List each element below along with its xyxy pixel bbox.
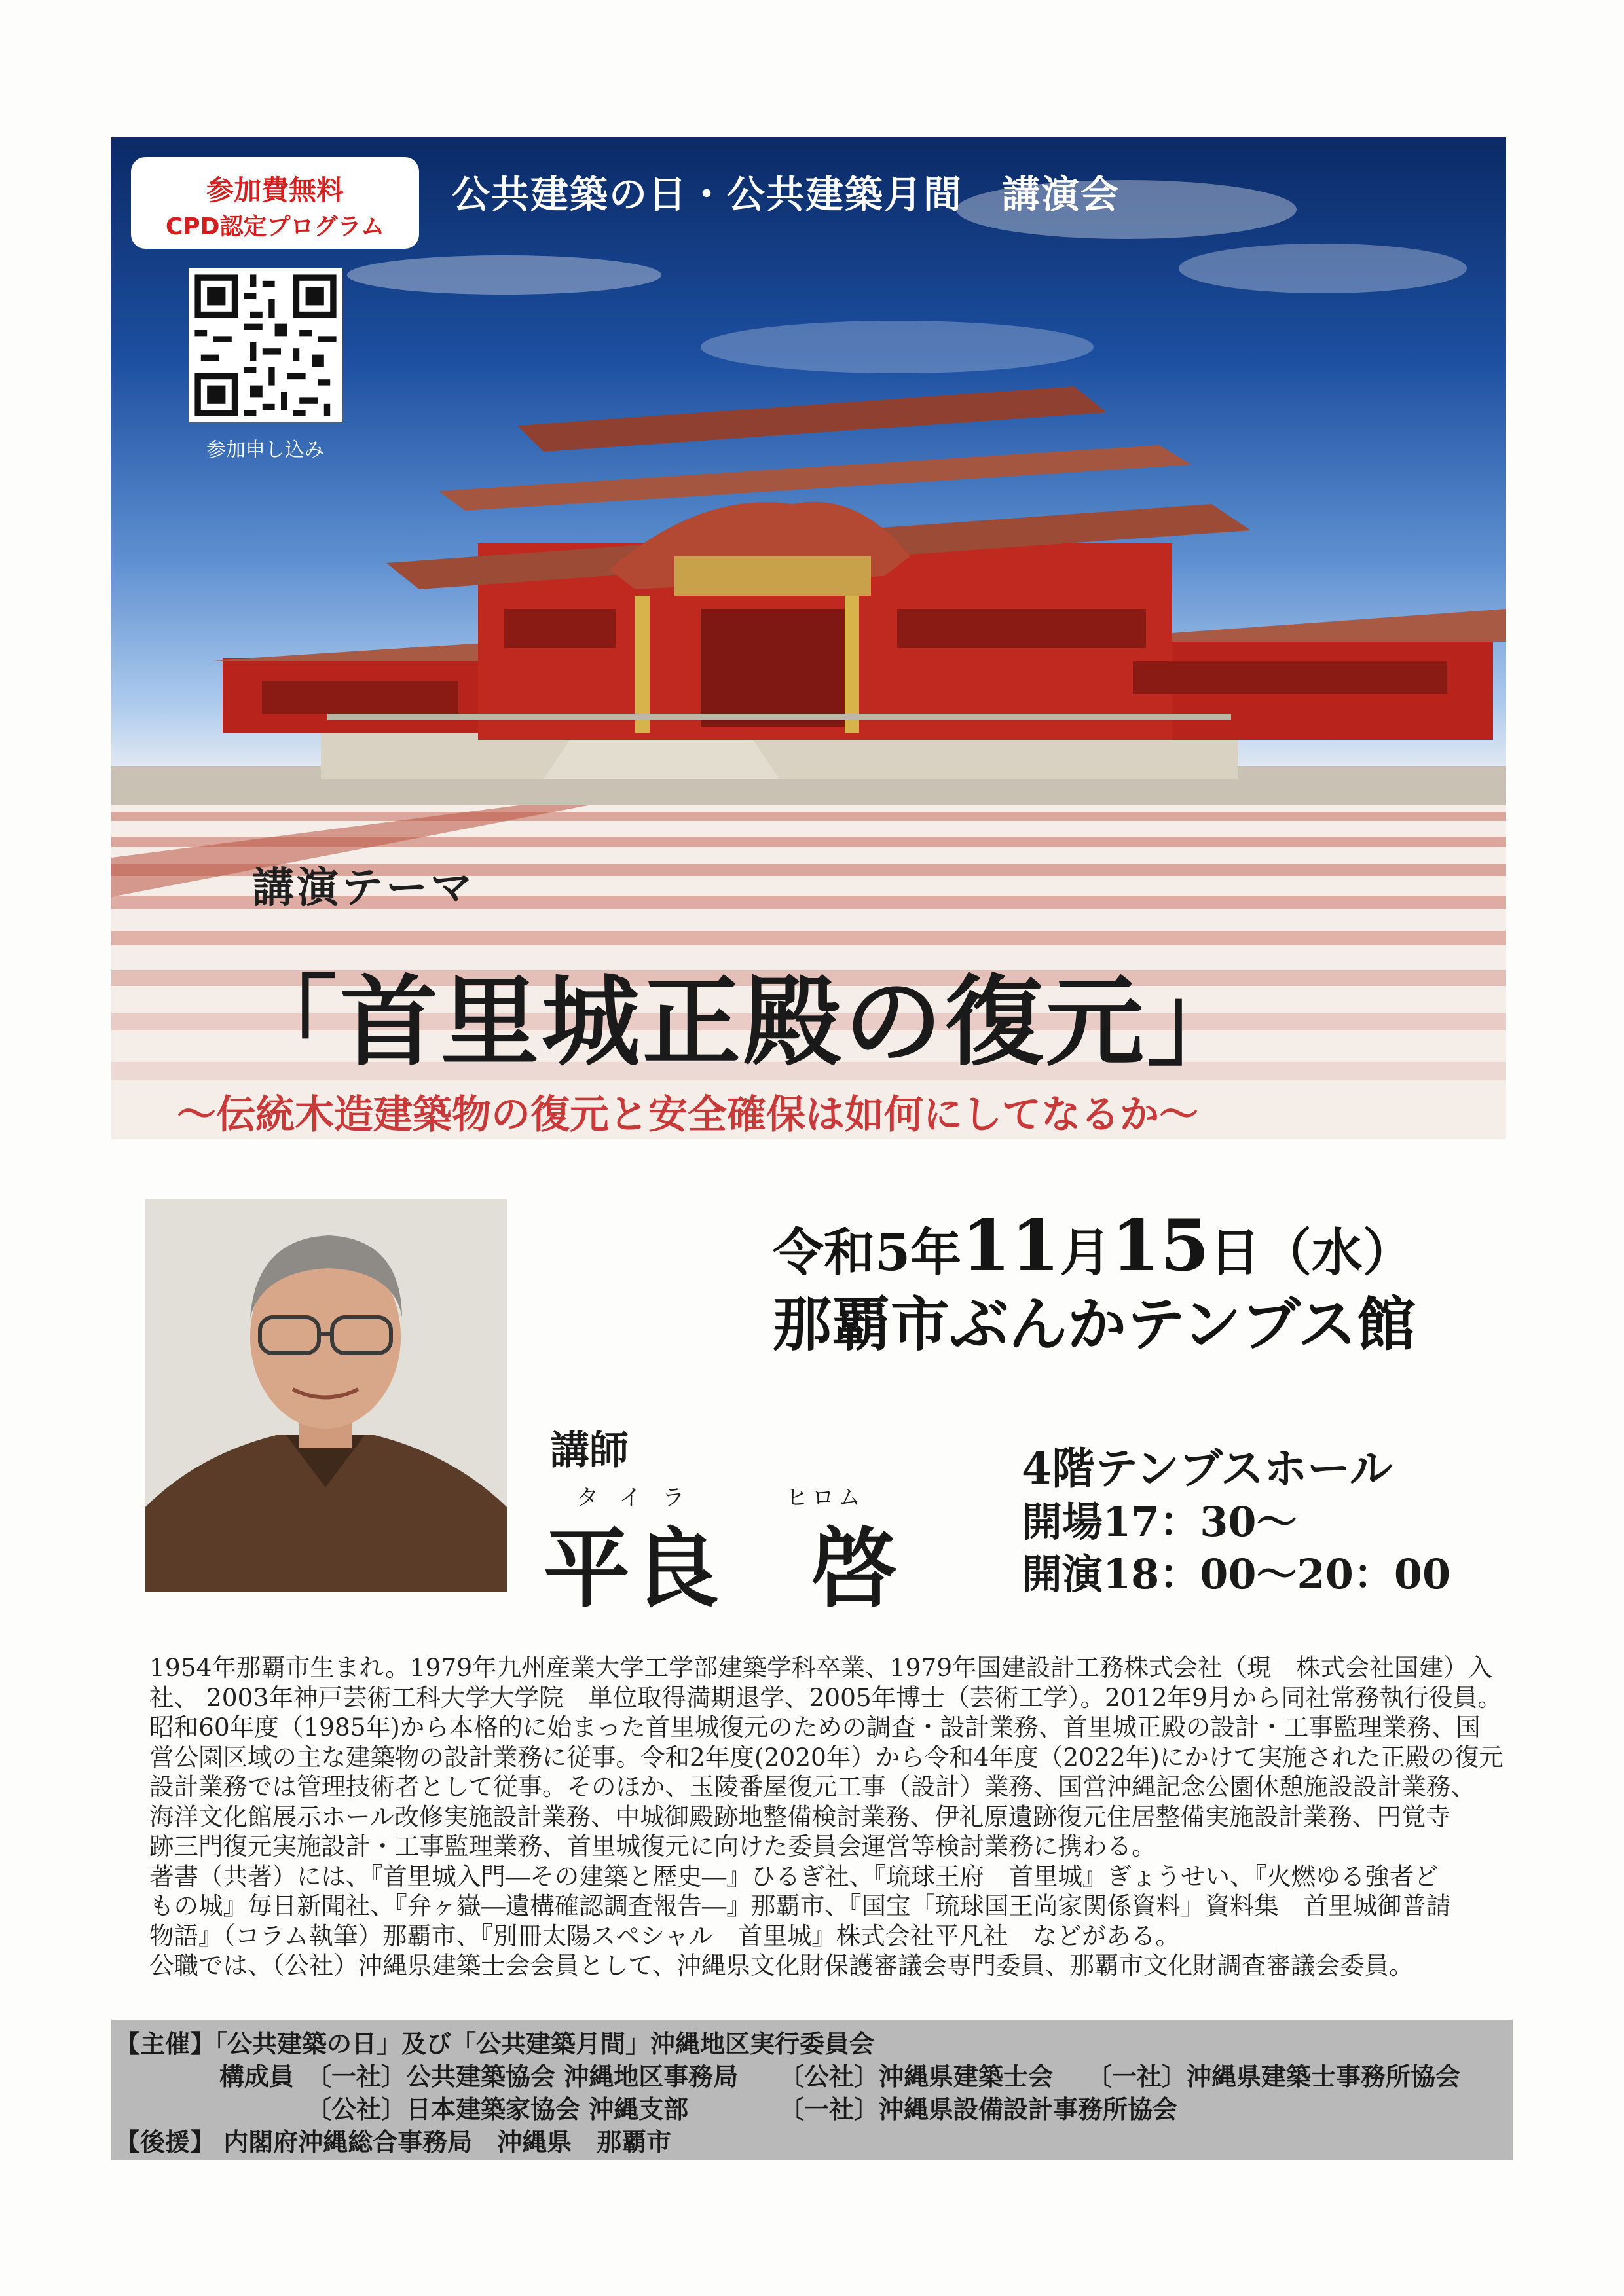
footer-member: 〔公社〕沖縄県建築士会 xyxy=(779,2062,1054,2091)
bio-line: 公職では、（公社）沖縄県建築士会会員として、沖縄県文化財保護審議会専門委員、那覇市文化財調査審議会委員。 xyxy=(149,1951,1414,1980)
footer-members-label: 構成員 xyxy=(219,2062,295,2091)
footer-member: 〔一社〕沖縄県建築士事務所協会 xyxy=(1087,2062,1461,2091)
bio-line: 営公園区域の主な建築物の設計業務に従事。令和2年度(2020年）から令和4年度（2022年)にかけて実施された正殿の復元 xyxy=(149,1742,1504,1772)
bio-line: 跡三門復元実施設計・工事監理業務、首里城復元に向けた委員会運営等検討業務に携わる。 xyxy=(149,1832,1156,1861)
organizer-footer xyxy=(111,2020,1513,2160)
footer-support: 【後援】 内閣府沖縄総合事務局 沖縄県 那覇市 xyxy=(115,2127,672,2157)
footer-member: 〔公社〕日本建築家協会 沖縄支部 xyxy=(306,2094,689,2124)
lecturer-surname-reading: タイラ xyxy=(576,1485,706,1511)
lecturer-biography xyxy=(149,1653,1504,1981)
registration-qr-code[interactable] xyxy=(189,268,342,422)
date-month: 11 xyxy=(961,1205,1060,1287)
lecture-theme-label: 講演テーマ xyxy=(252,864,475,913)
event-start-time: 開演18：00～20：00 xyxy=(1022,1550,1451,1598)
date-month-unit: 月 xyxy=(1060,1223,1111,1283)
lecturer-given-name-reading: ヒロム xyxy=(786,1485,864,1511)
bio-line: 昭和60年度（1985年)から本格的に始まった首里城復元のための調査・設計業務、首里城正殿の設計・工事監理業務、国 xyxy=(149,1713,1481,1741)
bio-line: 物語』（コラム執筆）那覇市、『別冊太陽スペシャル 首里城』株式会社平凡社 などがある。 xyxy=(149,1921,1180,1950)
footer-member: 〔一社〕沖縄県設備設計事務所協会 xyxy=(779,2094,1178,2124)
date-day-unit: 日（水） xyxy=(1209,1223,1414,1283)
bio-line: 著書（共著）には、『首里城入門―その建築と歴史―』ひるぎ社、『琉球王府 首里城』ぎょうせい、『火燃ゆる強者ど xyxy=(149,1861,1439,1891)
lecturer-name: 平良 啓 xyxy=(544,1518,900,1620)
date-day: 15 xyxy=(1111,1205,1209,1287)
badge-free-text: 参加費無料 xyxy=(206,174,344,206)
event-header-title: 公共建築の日・公共建築月間 講演会 xyxy=(452,172,1120,217)
bio-line: 社、 2003年神戸芸術工科大学大学院 単位取得満期退学、2005年博士（芸術工学）。2012年9月から同社常務執行役員。 xyxy=(149,1683,1502,1712)
footer-member: 〔一社〕公共建築協会 沖縄地区事務局 xyxy=(306,2062,739,2091)
badge-cpd-text: CPD認定プログラム xyxy=(165,213,385,240)
lecture-title: 「首里城正殿の復元」 xyxy=(239,964,1248,1080)
bio-line: 設計業務では管理技術者として従事。そのほか、玉陵番屋復元工事（設計）業務、国営沖縄記念公園休憩施設設計業務、 xyxy=(149,1772,1475,1801)
bio-line: 海洋文化館展示ホール改修実施設計業務、中城御殿跡地整備検討業務、伊礼原遺跡復元住居整備実施設計業務、円覚寺 xyxy=(149,1802,1450,1831)
event-open-time: 開場17：30～ xyxy=(1022,1498,1297,1546)
lecturer-photo xyxy=(145,1199,507,1592)
bio-line: もの城』毎日新聞社、『弁ヶ嶽―遺構確認調査報告―』那覇市、『国宝「琉球国王尚家関係資料」資料集 首里城御普請 xyxy=(149,1891,1451,1920)
event-venue: 那覇市ぶんかテンブス館 xyxy=(773,1290,1416,1359)
lecturer-portrait xyxy=(145,1199,507,1592)
qr-code-icon xyxy=(189,268,342,422)
date-era-year: 令和5年 xyxy=(773,1223,962,1283)
bio-line: 1954年那覇市生まれ。1979年九州産業大学工学部建築学科卒業、1979年国建設計工務株式会社（現 株式会社国建）入 xyxy=(149,1653,1493,1682)
footer-host: 【主催】「公共建築の日」及び「公共建築月間」沖縄地区実行委員会 xyxy=(115,2029,875,2058)
lecture-subtitle: ～伝統木造建築物の復元と安全確保は如何にしてなるか～ xyxy=(177,1092,1198,1138)
qr-code-label: 参加申し込み xyxy=(206,439,324,462)
event-date xyxy=(773,1205,1414,1287)
free-admission-badge xyxy=(131,157,419,249)
lecturer-label: 講師 xyxy=(550,1428,629,1474)
event-hall: 4階テンブスホール xyxy=(1022,1443,1393,1494)
